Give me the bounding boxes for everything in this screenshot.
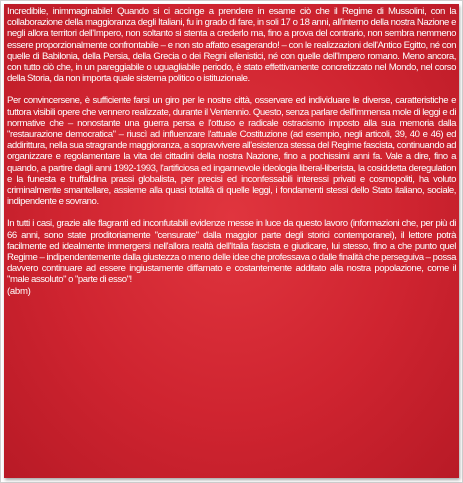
paragraph-spacer	[7, 207, 456, 218]
author-signature: (abm)	[7, 285, 31, 297]
paragraph-intro: Incredibile, inimmaginabile! Quando si ci accinge a prendere in esame ciò che il Regime di Mussolini, con la collaborazione della maggioranza degli Italiani, fu in grado di fare, in soli 17 o 18 anni, all'interno della nostra Nazione e negli allora territori dell'Impero, non soltanto si stenta a crederlo ma, fino a prova del contrario, non sembra nemmeno essere proporzionalmente confrontabile – e non sto affatto esagerando! – con le realizzazioni dell'Antico Egitto, né con quelle di Babilonia, della Persia, della Grecia o dei Regni ellenistici, né con quelle dell'Impero romano. Meno ancora, con tutto ciò che, in un pareggiabile o uguagliabile periodo, è stato effettivamente concretizzato nel Mondo, nel corso della Storia, da non importa quale sistema politico o istituzionale.	[7, 6, 456, 85]
red-text-panel	[4, 4, 459, 478]
paragraph-spacer	[7, 84, 456, 95]
paragraph-evidence: Per convincersene, è sufficiente farsi un giro per le nostre città, osservare ed individuare le diverse, caratteristiche e tuttora visibili opere che vennero realizzate, durante il Ventennio. Questo, senza parlare dell'immensa mole di leggi e di normative che – nonostante una guerra persa e l'ottuso e radicale ostracismo imposto alla sua memoria dalla "restaurazione democratica" – riuscì ad influenzare l'attuale Costituzione (ad esempio, negli articoli, 39, 40 e 46) ed addirittura, nella sua stragrande maggioranza, a sopravvivere all'esistenza stessa del Regime fascista, continuando ad organizzare e regolamentare la vita dei cittadini della nostra Nazione, fino a pochissimi anni fa. Vale a dire, fino a quando, a partire dagli anni 1992-1993, l'artificiosa ed ingannevole ideologia liberal-liberista, la cosiddetta deregulation e la funesta e truffaldina prassi globalista, per precisi ed inconfessabili interessi privati e cosmopoliti, ha voluto criminalmente smantellare, assieme alla quasi totalità di quelle leggi, i fondamenti stessi dello Stato italiano, sociale, indipendente e sovrano.	[7, 95, 456, 208]
paragraph-conclusion: In tutti i casi, grazie alle flagranti ed inconfutabili evidenze messe in luce da questo lavoro (informazioni che, per più di 66 anni, sono state proditoriamente "censurate" dalla maggior parte degli storici contemporanei), il lettore potrà facilmente ed idealmente immergersi nell'allora realtà dell'Italia fascista e giudicare, lui stesso, fino a che punto quel Regime – indipendentemente dalla giustezza o meno delle idee che professava o dalle finalità che perseguiva – possa davvero continuare ad essere ingiustamente diffamato e costantemente additato alla nostra popolazione, come il "male assoluto" o "parte di esso"!	[7, 218, 456, 286]
